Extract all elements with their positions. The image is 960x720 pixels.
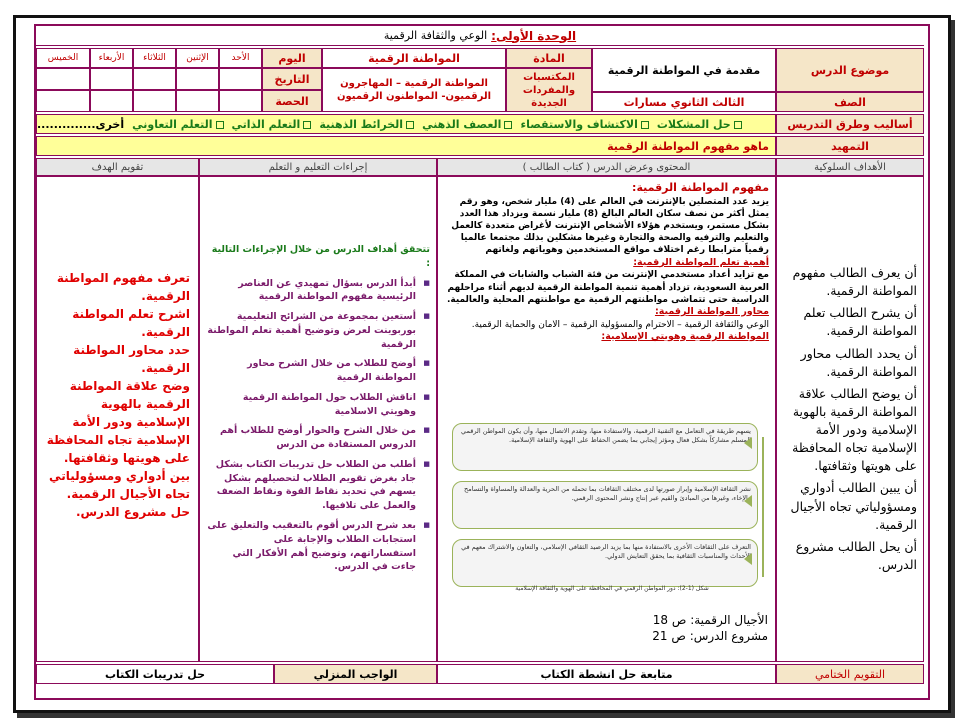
unit-title: الوعي والثقافة الرقمية — [383, 29, 488, 42]
intro-label: التمهيد — [776, 136, 924, 156]
checkbox-icon — [641, 121, 649, 129]
period-cell-3[interactable] — [133, 90, 176, 112]
final-eval-label: التقويم الختامي — [776, 664, 924, 684]
header-content: المحتوى وعرض الدرس ( كتاب الطالب ) — [437, 158, 776, 176]
diagram-caption: شكل (1-2): دور المواطن الرقمي في المحافظة على الهوية والثقافة الإسلامية — [515, 585, 709, 592]
period-label: الحصة — [262, 90, 322, 112]
grade-value: الثالث الثانوي مسارات — [592, 92, 776, 112]
period-cell-2[interactable] — [176, 90, 219, 112]
checkbox-icon — [303, 121, 311, 129]
date-cell-4[interactable] — [90, 68, 133, 90]
checkbox-icon — [216, 121, 224, 129]
objectives-column — [776, 176, 924, 662]
grade-label: الصف — [776, 92, 924, 112]
reference-generations: الأجيال الرقمية: ص 18 — [652, 613, 768, 627]
date-cell-3[interactable] — [133, 68, 176, 90]
diagram-arrow-icon — [744, 495, 752, 507]
header-objectives: الأهداف السلوكية — [776, 158, 924, 176]
unit-title-row — [36, 26, 924, 46]
diagram-arrow-icon — [744, 437, 752, 449]
homework-value: حل تدريبات الكتاب — [36, 664, 274, 684]
date-cell-5[interactable] — [36, 68, 90, 90]
evaluation-item: بين أدواري ومسؤولياتي تجاه الأجيال الرقمية. — [49, 469, 190, 501]
procedure-item: ■ اناقش الطلاب حول المواطنة الرقمية وهويتي الاسلامية — [206, 391, 430, 419]
day-wed[interactable]: الأربعاء — [90, 48, 133, 68]
day-thu[interactable]: الخميس — [36, 48, 90, 68]
subject-value: المواطنة الرقمية — [322, 48, 506, 68]
evaluation-item: وضح علاقة المواطنة الرقمية بالهوية الإسلامية ودور الأمة الإسلامية تجاه المحافظة على هويتها وثقافتها. — [46, 379, 190, 465]
day-sun[interactable]: الأحد — [219, 48, 262, 68]
objective-item: أن يحل الطالب مشروع الدرس. — [795, 538, 917, 572]
evaluation-column — [36, 176, 199, 662]
diagram-arrow-icon — [744, 553, 752, 565]
method-brainstorming[interactable]: العصف الذهني — [422, 118, 512, 131]
method-discovery[interactable]: الاكتشاف والاستقصاء — [520, 118, 648, 131]
evaluation-item: تعرف مفهوم المواطنة الرقمية. — [56, 271, 190, 303]
procedure-item: ■ أبدأ الدرس بسؤال تمهيدي عن العناصر الرئيسية مفهوم المواطنة الرقمية — [206, 277, 430, 305]
procedure-item: ■ بعد شرح الدرس أقوم بالتعقيب والتعليق على استجابات الطلاب والإجابة على استفساراتهم، وتوضيح أهم الأفكار التي جاءت في الدرس. — [206, 519, 430, 574]
method-mind-maps[interactable]: الخرائط الذهنية — [319, 118, 414, 131]
date-cell-1[interactable] — [219, 68, 262, 90]
content-paragraph-importance: مع تزايد أعداد مستخدمي الإنترنت من فئة الشباب والشابات في المملكة العربية السعودية، تزداد أهمية تنمية المواطنة الرقمية لديهم أثناء مراحلهم الدراسية حتى تتماشى مواطنتهم الرقمية مع مواطنتهم المحلية والعالمية. — [446, 270, 769, 305]
date-cell-2[interactable] — [176, 68, 219, 90]
intro-value: ماهو مفهوم المواطنة الرقمية — [36, 136, 776, 156]
period-cell-1[interactable] — [219, 90, 262, 112]
content-heading-concept: مفهوم المواطنة الرقمية: — [632, 181, 769, 194]
content-paragraph-concept: يزيد عدد المتصلين بالإنترنت في العالم على (4) مليار شخص، وهو رقم يمثل أكثر من نصف سكان العالم البالغ (8) مليار نسمة ويزداد هذا العدد بشكل مستمر، ويستخدم هؤلاء الأشخاص الإنترنت لأغراض متعددة كالعمل والتعليم والترفيه والصحة والتجارة وغيرها مشكلين بذلك مجتمعا عالميا رقمياً مترابطا رغم اختلاف مواقع المستخدمين وهوياتهم ولغاتهم — [451, 196, 769, 256]
checkbox-icon — [504, 121, 512, 129]
objective-item: أن يوضح الطالب علاقة المواطنة الرقمية بالهوية الإسلامية ودور الأمة الإسلامية تجاه المحافظة على هويتها وثقافتها. — [792, 385, 917, 474]
procedures-list — [206, 277, 430, 575]
objective-item: أن يبين الطالب أدواري ومسؤولياتي تجاه الأجيال الرقمية. — [790, 480, 917, 532]
evaluation-item: اشرح تعلم المواطنة الرقمية. — [72, 307, 190, 339]
method-problem-solving[interactable]: حل المشكلات — [657, 118, 742, 131]
objective-item: أن يعرف الطالب مفهوم المواطنة الرقمية. — [792, 265, 917, 299]
procedure-item: ■ أستعين بمجموعة من الشرائح التعليمية بوربوينت لعرض وتوضيح أهمية تعلم المواطنة الرقمية — [206, 310, 430, 351]
vocab-label: المكتسبات والمفردات الجديدة — [506, 68, 592, 112]
checkbox-icon — [406, 121, 414, 129]
diagram-connector-line — [762, 437, 764, 577]
references — [638, 613, 768, 644]
procedures-intro: تتحقق أهداف الدرس من خلال الإجراءات التالية : — [211, 244, 430, 269]
identity-diagram — [452, 423, 772, 599]
content-paragraph-axes: الوعي والثقافة الرقمية – الاحترام والمسؤولية الرقمية – الامان والحماية الرقمية. — [471, 319, 769, 330]
procedures-column — [199, 176, 437, 662]
day-tue[interactable]: الثلاثاء — [133, 48, 176, 68]
vocab-value: المواطنة الرقمية – المهاجرون الرقميون- المواطنون الرقميون — [322, 68, 506, 112]
day-label: اليوم — [262, 48, 322, 68]
methods-label: أساليب وطرق التدريس — [776, 114, 924, 134]
objective-item: أن يشرح الطالب تعلم المواطنة الرقمية. — [803, 305, 917, 339]
evaluation-item: حدد محاور المواطنة الرقمية. — [73, 343, 190, 375]
day-mon[interactable]: الإثنين — [176, 48, 219, 68]
objective-item: أن يحدد الطالب محاور المواطنة الرقمية. — [800, 345, 917, 379]
diagram-box: يسهم طريقة في التعامل مع التقنية الرقمية، والاستفادة منها، وتقدم الاتصال منها، وأن يكون المواطن الرقمي المسلم مشاركاً بشكل فعال ومؤثر إيجابي بما يضمن الحفاظ على الهوية والثقافة الإسلامية. — [452, 423, 758, 471]
methods-options — [36, 114, 776, 134]
subject-label: المادة — [506, 48, 592, 68]
diagram-box: نشر الثقافة الإسلامية وإبراز صورتها لدى مختلف الثقافات بما تحمله من الحرية والعدالة والمساواة والتسامح والإخاء، وغيرها من المبادئ والقيم عبر إنتاج ونشر المحتوى الرقمي. — [452, 481, 758, 529]
method-cooperative[interactable]: التعلم التعاوني — [132, 118, 223, 131]
checkbox-icon — [734, 121, 742, 129]
topic-label: موضوع الدرس — [776, 48, 924, 92]
final-eval-value: متابعة حل انشطة الكتاب — [437, 664, 776, 684]
period-cell-5[interactable] — [36, 90, 90, 112]
content-heading-importance: أهمية تعلم المواطنة الرقمية: — [633, 256, 769, 268]
evaluation-item: حل مشروع الدرس. — [75, 505, 190, 519]
method-other[interactable]: أخرى.............. — [37, 117, 125, 131]
unit-label: الوحدة الأولى: — [491, 28, 577, 43]
procedure-item: ■ أطلب من الطلاب حل تدريبات الكتاب بشكل جاد بغرض تقويم الطلاب لتحصيلهم بشكل يسهم في تحديد نقاط القوة ونقاط الضعف والعمل على تلافيها. — [206, 458, 430, 513]
method-self-learning[interactable]: التعلم الذاتي — [232, 118, 312, 131]
homework-label: الواجب المنزلي — [274, 664, 437, 684]
date-label: التاريخ — [262, 68, 322, 90]
lesson-plan-sheet — [34, 24, 930, 700]
diagram-box: التعرف على الثقافات الأخرى بالاستفادة منها بما يزيد الرصيد الثقافي الإسلامي، والتعاون والاشتراك معهم في الأحداث والمناسبات الثقافية بما يحقق التعايش الدولي. — [452, 539, 758, 587]
procedure-item: ■ أوضح للطلاب من خلال الشرح محاور المواطنة الرقمية — [206, 357, 430, 385]
content-heading-axes: محاور المواطنة الرقمية: — [654, 305, 769, 317]
content-column — [437, 176, 776, 662]
reference-project: مشروع الدرس: ص 21 — [652, 628, 768, 643]
header-evaluation: تقويم الهدف — [36, 158, 199, 176]
content-heading-identity: المواطنة الرقمية وهويتي الإسلامية: — [601, 330, 769, 342]
topic-value: مقدمة في المواطنة الرقمية — [592, 48, 776, 92]
header-procedures: إجراءات التعليم و التعلم — [199, 158, 437, 176]
procedure-item: ■ من خلال الشرح والحوار أوضح للطلاب أهم الدروس المستفادة من الدرس — [206, 424, 430, 452]
period-cell-4[interactable] — [90, 90, 133, 112]
